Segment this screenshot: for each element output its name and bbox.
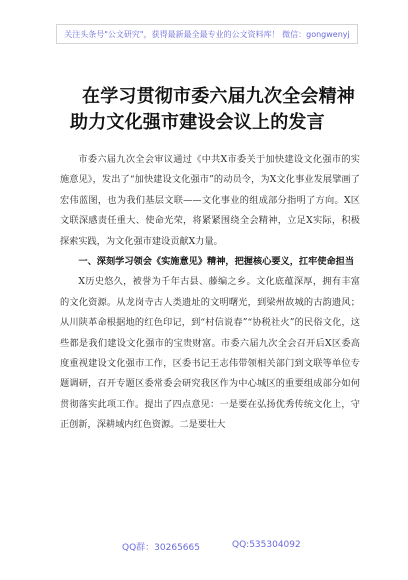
document-body	[60, 150, 360, 436]
header-banner: 关注头条号"公文研究"，获得最新最全最专业的公文资料库！ 微信：gongwenyj	[56, 24, 358, 44]
document-title-line-1: 在学习贯彻市委六届九次全会精神	[82, 86, 355, 107]
footer-qq-contact: QQ:535304092	[232, 540, 301, 550]
footer-qq-group: QQ群：30265665	[122, 543, 200, 553]
section-heading: 一、深刻学习领会《实施意见》精神，把握核心要义，扛牢使命担当	[78, 256, 355, 268]
body-paragraph: X历史悠久，被誉为千年古县、藤编之乡。文化底蕴深厚，拥有丰富的文化资源。从龙岗寺古人类遗址的文明曙光，到梁州故城的古韵遗风；从川陕革命根据地的红色印记，到“村信说春”“协税社火”的民俗文化，这些都是我们建设文化强市的宝贵财富。市委六届九次全会召开后X区委高度重视建设文化强市工作，区委书记王志伟带领相关部门到文联等单位专题调研，召开专题区委常委会研究我区作为中心城区的重要组成部分如何贯彻落实此项工作。提出了四点意见：一是要在弘扬优秀传统文化上，守正创新，深耕域内红色资源。二是要壮大	[60, 276, 360, 431]
document-title-line-2: 助力文化强市建设会议上的发言	[70, 112, 325, 133]
body-paragraph: 市委六届九次全会审议通过《中共X市委关于加快建设文化强市的实施意见》，发出了“加快建设文化强市”的动员令，为X文化事业发展擘画了宏伟蓝图，也为我们基层文联——文化事业的组成部分指明了方向。X区文联深感责任重大、使命光荣，将紧紧围绕全会精神，立足X实际，积极探索实践，为文化强市建设贡献X力量。	[60, 154, 360, 247]
